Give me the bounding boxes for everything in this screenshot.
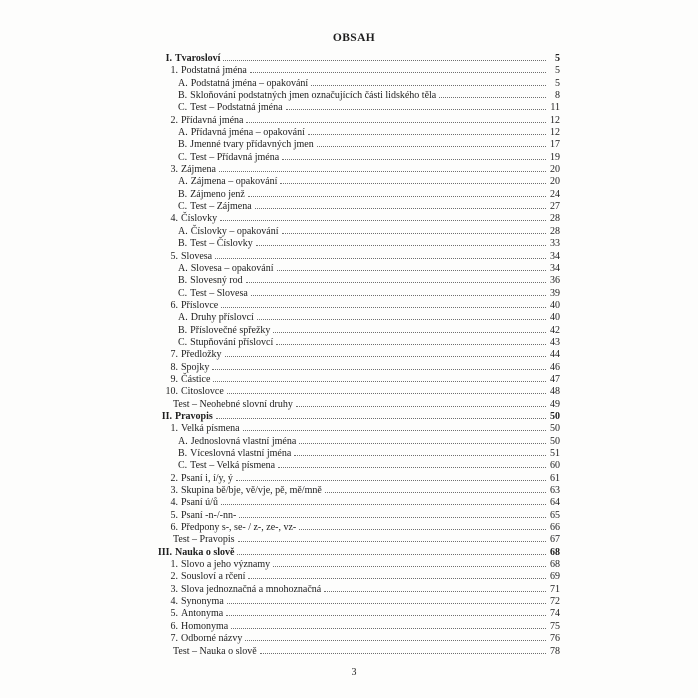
toc-entry-label: A. xyxy=(178,312,188,324)
toc-entry-title: Test – Nauka o slově xyxy=(173,645,257,657)
toc-entry-label: A. xyxy=(178,225,188,237)
toc-entry xyxy=(148,423,560,435)
dotted-leader xyxy=(250,72,546,73)
toc-entry xyxy=(148,399,560,411)
dotted-leader xyxy=(273,332,546,333)
toc-entry-page: 50 xyxy=(550,435,560,447)
dotted-leader xyxy=(246,122,546,123)
toc-entry-title: Test – Číslovky xyxy=(190,238,253,250)
toc-entry-label: C. xyxy=(178,102,188,114)
dotted-leader xyxy=(294,455,546,456)
toc-entry-title: Sousloví a rčení xyxy=(181,571,246,583)
toc-entry-label: B. xyxy=(178,448,188,459)
toc-entry-title: Číslovky – opakování xyxy=(190,225,279,237)
toc-entry xyxy=(148,547,560,559)
dotted-leader xyxy=(213,381,546,382)
toc-entry-label: III. xyxy=(157,546,172,558)
dotted-leader xyxy=(324,591,546,592)
toc-entry xyxy=(148,251,560,263)
dotted-leader xyxy=(257,319,546,320)
toc-entry xyxy=(148,312,560,324)
toc-entry xyxy=(148,571,560,583)
toc-entry-label: 3. xyxy=(170,583,178,595)
toc-entry xyxy=(148,65,560,77)
toc-entry-title: Zájmena xyxy=(181,164,216,176)
toc-entry-title: Test – Zájmena xyxy=(190,201,252,213)
toc-entry xyxy=(148,448,560,460)
toc-entry xyxy=(148,90,560,102)
toc-entry-label: C. xyxy=(178,460,188,472)
dotted-leader xyxy=(216,418,546,419)
toc-entry xyxy=(148,139,560,151)
toc-entry-label: 3. xyxy=(170,485,178,497)
toc-entry-title: Pravopis xyxy=(175,410,213,422)
toc-entry-title: Slovesa xyxy=(181,250,213,262)
toc-entry-page: 47 xyxy=(550,373,560,385)
toc-entry-page: 63 xyxy=(550,485,560,497)
toc-entry-page: 61 xyxy=(550,472,560,484)
toc-entry-title: Předložky xyxy=(181,349,222,361)
toc-entry-label: 9. xyxy=(170,373,178,385)
toc-entry-title: Odborné názvy xyxy=(181,633,243,645)
toc-entry-title: Podstatná jména – opakování xyxy=(190,77,309,89)
toc-entry xyxy=(148,608,560,620)
toc-entry-page: 44 xyxy=(550,349,560,361)
toc-entry-page: 8 xyxy=(555,90,560,102)
toc-entry-title: Psaní i, í/y, ý xyxy=(181,472,233,484)
toc-entry-page: 43 xyxy=(550,336,560,348)
dotted-leader xyxy=(246,282,546,283)
toc-entry xyxy=(148,78,560,90)
toc-entry-page: 5 xyxy=(555,65,560,77)
toc-entry-label: 5. xyxy=(170,250,178,262)
toc-entry xyxy=(148,621,560,633)
toc-entry-label: B. xyxy=(178,275,188,287)
toc-entry-label: 6. xyxy=(170,620,178,632)
toc-entry-page: 68 xyxy=(550,559,560,571)
toc-entry-title: Test – Podstatná jména xyxy=(190,102,283,114)
toc-entry xyxy=(148,534,560,546)
toc-entry-title: Spojky xyxy=(181,361,210,373)
toc-entry-page: 68 xyxy=(550,546,560,558)
toc-entry xyxy=(148,115,560,127)
toc-entry xyxy=(148,559,560,571)
dotted-leader xyxy=(231,628,546,629)
toc-entry-label: A. xyxy=(178,176,188,188)
dotted-leader xyxy=(325,492,546,493)
toc-entry-label: 1. xyxy=(170,65,178,77)
toc-entry-page: 27 xyxy=(550,201,560,213)
dotted-leader xyxy=(226,615,546,616)
toc-entry-title: Skupina bě/bje, vě/vje, pě, mě/mně xyxy=(181,485,322,497)
toc-list xyxy=(148,53,560,658)
dotted-leader xyxy=(317,146,546,147)
toc-entry-title: Slovo a jeho významy xyxy=(181,559,271,571)
toc-entry xyxy=(148,374,560,386)
toc-entry xyxy=(148,288,560,300)
toc-entry-page: 34 xyxy=(550,262,560,274)
toc-entry-page: 66 xyxy=(550,522,560,534)
toc-entry-page: 74 xyxy=(550,608,560,620)
toc-entry xyxy=(148,522,560,534)
toc-entry-title: Test – Velká písmena xyxy=(190,460,276,472)
toc-entry-label: 6. xyxy=(170,522,178,534)
toc-entry-page: 48 xyxy=(550,386,560,398)
toc-entry-title: Zájmena – opakování xyxy=(190,176,278,188)
toc-entry xyxy=(148,646,560,658)
toc-entry-page: 5 xyxy=(555,77,560,89)
dotted-leader xyxy=(278,467,546,468)
toc-entry-title: Test – Přídavná jména xyxy=(190,151,280,163)
toc-entry-title: Číslovky xyxy=(181,213,218,225)
dotted-leader xyxy=(280,183,546,184)
toc-entry xyxy=(148,102,560,114)
dotted-leader xyxy=(299,443,546,444)
toc-entry-label: C. xyxy=(178,151,188,163)
toc-entry-title: Příslovečné spřežky xyxy=(190,324,271,336)
dotted-leader xyxy=(439,97,546,98)
toc-entry-page: 60 xyxy=(550,460,560,472)
toc-entry-title: Test – Pravopis xyxy=(173,534,235,546)
toc-entry xyxy=(148,152,560,164)
dotted-leader xyxy=(251,295,546,296)
toc-entry xyxy=(148,226,560,238)
toc-entry xyxy=(148,213,560,225)
toc-entry xyxy=(148,633,560,645)
dotted-leader xyxy=(273,566,546,567)
toc-entry-title: Nauka o slově xyxy=(175,546,235,558)
toc-entry xyxy=(148,411,560,423)
toc-entry-label: II. xyxy=(161,410,172,422)
toc-entry-label: C. xyxy=(178,336,188,348)
toc-entry-page: 46 xyxy=(550,361,560,373)
dotted-leader xyxy=(223,60,546,61)
toc-entry-label: C. xyxy=(178,201,188,213)
toc-entry-label: B. xyxy=(178,139,188,151)
toc-entry-label: 3. xyxy=(170,164,178,176)
toc-entry-label: A. xyxy=(178,435,188,447)
toc-entry-label: 5. xyxy=(170,608,178,620)
toc-entry-page: 49 xyxy=(550,398,560,410)
toc-entry-label: A. xyxy=(178,262,188,274)
toc-entry-label: I. xyxy=(165,53,172,64)
toc-entry-page: 50 xyxy=(550,423,560,435)
dotted-leader xyxy=(277,270,547,271)
toc-entry-page: 65 xyxy=(550,509,560,521)
toc-entry-title: Druhy příslovcí xyxy=(190,312,254,324)
toc-entry-title: Psaní ú/ů xyxy=(181,497,218,509)
toc-entry-label: 1. xyxy=(170,559,178,571)
toc-entry-title: Částice xyxy=(181,373,211,385)
dotted-leader xyxy=(245,640,546,641)
toc-entry-label: 7. xyxy=(170,349,178,361)
toc-entry xyxy=(148,473,560,485)
toc-entry-page: 12 xyxy=(550,114,560,126)
dotted-leader xyxy=(238,541,546,542)
toc-entry-title: Psaní -n-/-nn- xyxy=(181,509,237,521)
toc-entry-label: 8. xyxy=(170,361,178,373)
toc-entry xyxy=(148,127,560,139)
toc-entry-label: 4. xyxy=(170,596,178,608)
toc-entry xyxy=(148,497,560,509)
toc-entry-page: 39 xyxy=(550,287,560,299)
dotted-leader xyxy=(282,233,546,234)
toc-entry-title: Víceslovná vlastní jména xyxy=(190,448,292,459)
toc-entry xyxy=(148,510,560,522)
toc-entry-label: 1. xyxy=(170,423,178,435)
toc-entry xyxy=(148,53,560,65)
toc-entry-label: 6. xyxy=(170,299,178,311)
toc-entry xyxy=(148,176,560,188)
toc-entry-page: 19 xyxy=(550,151,560,163)
toc-entry-page: 17 xyxy=(550,139,560,151)
toc-entry-page: 5 xyxy=(555,53,560,64)
toc-entry xyxy=(148,189,560,201)
dotted-leader xyxy=(255,208,546,209)
toc-entry-page: 78 xyxy=(550,645,560,657)
toc-entry-title: Podstatná jména xyxy=(181,65,247,77)
dotted-leader xyxy=(286,109,546,110)
toc-entry-page: 40 xyxy=(550,299,560,311)
dotted-leader xyxy=(276,344,546,345)
toc-entry-label: 4. xyxy=(170,213,178,225)
toc-entry-page: 42 xyxy=(550,324,560,336)
toc-entry-page: 51 xyxy=(550,448,560,459)
toc-entry xyxy=(148,300,560,312)
toc-entry-page: 64 xyxy=(550,497,560,509)
dotted-leader xyxy=(212,369,546,370)
toc-entry-label: 2. xyxy=(170,114,178,126)
toc-entry-page: 20 xyxy=(550,176,560,188)
dotted-leader xyxy=(260,653,546,654)
dotted-leader xyxy=(221,307,546,308)
toc-entry-title: Test – Neohebné slovní druhy xyxy=(173,398,293,410)
toc-entry-title: Homonyma xyxy=(181,620,229,632)
toc-entry xyxy=(148,349,560,361)
toc-entry-page: 40 xyxy=(550,312,560,324)
toc-entry xyxy=(148,263,560,275)
toc-entry-page: 33 xyxy=(550,238,560,250)
toc-entry xyxy=(148,584,560,596)
toc-entry-page: 69 xyxy=(550,571,560,583)
dotted-leader xyxy=(256,245,546,246)
toc-entry xyxy=(148,485,560,497)
toc-entry-page: 72 xyxy=(550,596,560,608)
toc-entry-title: Jednoslovná vlastní jména xyxy=(190,435,297,447)
dotted-leader xyxy=(237,554,546,555)
toc-entry-title: Předpony s-, se- / z-, ze-, vz- xyxy=(181,522,297,534)
toc-entry xyxy=(148,460,560,472)
toc-entry-label: 4. xyxy=(170,497,178,509)
toc-entry-title: Přídavná jména – opakování xyxy=(190,127,305,139)
toc-entry-label: A. xyxy=(178,127,188,139)
toc-entry-title: Antonyma xyxy=(181,608,224,620)
dotted-leader xyxy=(239,517,546,518)
page-title: OBSAH xyxy=(332,32,376,44)
dotted-leader xyxy=(308,134,546,135)
toc-entry-title: Přídavná jména xyxy=(181,114,244,126)
toc-entry-title: Zájmeno jenž xyxy=(190,188,245,200)
toc-entry-title: Velká písmena xyxy=(181,423,240,435)
toc-entry-page: 28 xyxy=(550,213,560,225)
toc-entry xyxy=(148,337,560,349)
toc-entry xyxy=(148,164,560,176)
toc-entry-page: 20 xyxy=(550,164,560,176)
dotted-leader xyxy=(227,603,546,604)
toc-entry-title: Slovesný rod xyxy=(190,275,243,287)
toc-entry-page: 12 xyxy=(550,127,560,139)
toc-entry-page: 67 xyxy=(550,534,560,546)
toc-entry xyxy=(148,325,560,337)
dotted-leader xyxy=(243,430,546,431)
toc-entry xyxy=(148,238,560,250)
toc-entry-page: 34 xyxy=(550,250,560,262)
toc-entry-label: 5. xyxy=(170,509,178,521)
dotted-leader xyxy=(236,480,546,481)
toc-entry-label: B. xyxy=(178,90,188,102)
toc-entry-label: 2. xyxy=(170,571,178,583)
dotted-leader xyxy=(299,529,546,530)
toc-entry-label: B. xyxy=(178,324,188,336)
dotted-leader xyxy=(311,85,546,86)
toc-entry-title: Jmenné tvary přídavných jmen xyxy=(190,139,314,151)
toc-entry xyxy=(148,201,560,213)
toc-entry-page: 24 xyxy=(550,188,560,200)
toc-entry-label: 2. xyxy=(170,472,178,484)
toc-entry-label: 10. xyxy=(165,386,178,398)
dotted-leader xyxy=(215,258,546,259)
dotted-leader xyxy=(219,171,546,172)
dotted-leader xyxy=(248,578,546,579)
toc-entry-title: Synonyma xyxy=(181,596,224,608)
toc-entry xyxy=(148,362,560,374)
toc-entry-page: 11 xyxy=(550,102,560,114)
toc-entry-page: 75 xyxy=(550,620,560,632)
dotted-leader xyxy=(227,393,546,394)
dotted-leader xyxy=(225,356,546,357)
toc-entry-title: Citoslovce xyxy=(181,386,224,398)
dotted-leader xyxy=(220,220,546,221)
toc-entry-title: Slovesa – opakování xyxy=(190,262,274,274)
toc-entry-title: Slova jednoznačná a mnohoznačná xyxy=(181,583,322,595)
toc-entry-title: Test – Slovesa xyxy=(190,287,248,299)
toc-entry-title: Příslovce xyxy=(181,299,219,311)
toc-entry-label: 7. xyxy=(170,633,178,645)
toc-entry xyxy=(148,386,560,398)
toc-entry-page: 50 xyxy=(550,410,560,422)
dotted-leader xyxy=(221,504,546,505)
dotted-leader xyxy=(282,159,546,160)
toc-entry xyxy=(148,275,560,287)
toc-entry-page: 36 xyxy=(550,275,560,287)
footer-page-number: 3 xyxy=(351,666,357,678)
toc-entry-label: B. xyxy=(178,188,188,200)
toc-entry-title: Tvarosloví xyxy=(175,53,221,64)
toc-entry-page: 71 xyxy=(550,583,560,595)
toc-page xyxy=(148,32,560,679)
toc-entry xyxy=(148,436,560,448)
toc-entry-label: C. xyxy=(178,287,188,299)
toc-entry xyxy=(148,596,560,608)
toc-entry-title: Stupňování příslovcí xyxy=(190,336,274,348)
toc-entry-page: 76 xyxy=(550,633,560,645)
dotted-leader xyxy=(248,196,546,197)
toc-entry-label: B. xyxy=(178,238,188,250)
dotted-leader xyxy=(296,406,546,407)
toc-entry-title: Skloňování podstatných jmen označujících části lidského těla xyxy=(190,90,437,102)
toc-entry-page: 28 xyxy=(550,225,560,237)
toc-entry-label: A. xyxy=(178,77,188,89)
